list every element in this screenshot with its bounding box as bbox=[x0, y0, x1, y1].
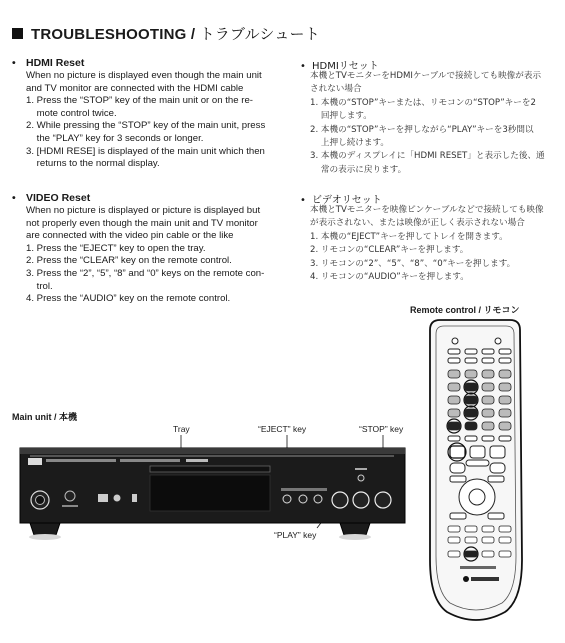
main-unit-label: Main unit / 本機 bbox=[12, 412, 78, 423]
hdmi-reset-jp-heading: • HDMIリセット bbox=[300, 61, 379, 72]
hdmi-reset-line: When no picture is displayed even though the main unit bbox=[26, 70, 262, 81]
video-reset-jp-line: 本機とTVモニターを映像ピンケーブルなどで接続しても映像 bbox=[310, 205, 544, 215]
hdmi-reset-jp-heading-text: HDMIリセット bbox=[312, 61, 379, 72]
title-jp: トラブルシュート bbox=[199, 25, 320, 43]
hdmi-reset-step: the “PLAY” key for 3 seconds or longer. bbox=[26, 132, 204, 144]
hdmi-reset-step: mote control twice. bbox=[26, 107, 117, 119]
hdmi-reset-jp-step: 回押します。 bbox=[310, 111, 372, 122]
hdmi-reset-step: returns to the normal display. bbox=[26, 158, 160, 170]
video-reset-heading: • VIDEO Reset bbox=[12, 192, 91, 204]
hdmi-reset-jp-step: 3. 本機のディスプレイに「HDMI RESET」と表示した後、通 bbox=[310, 151, 545, 162]
hdmi-reset-heading: • HDMI Reset bbox=[12, 57, 85, 69]
hdmi-reset-jp-step: 上押し続けます。 bbox=[310, 138, 389, 149]
video-reset-line: are connected with the video pin cable or the like bbox=[26, 230, 234, 242]
video-reset-line: not properly even though the main unit and TV monitor bbox=[26, 217, 258, 229]
video-reset-jp-heading-text: ビデオリセット bbox=[312, 195, 382, 206]
hdmi-reset-jp-line: 本機とTVモニターをHDMIケーブルで接続しても映像が表示 bbox=[310, 71, 542, 81]
hdmi-reset-step: 2. While pressing the “STOP” key of the main unit, press bbox=[26, 120, 266, 132]
tray-callout-label: Tray bbox=[173, 424, 190, 434]
video-reset-jp-step: 1. 本機の“EJECT”キーを押してトレイを開きます。 bbox=[310, 231, 508, 242]
video-reset-step: 4. Press the “AUDIO” key on the remote control. bbox=[26, 293, 231, 305]
video-reset-jp-step: 3. リモコンの“2”、“5”、“8”、“0”キーを押します。 bbox=[310, 258, 516, 269]
video-reset-step: 3. Press the “2”, “5”, “8” and “0” keys on the remote con- bbox=[26, 267, 265, 279]
hdmi-reset-step: 1. Press the “STOP” key of the main unit or on the re- bbox=[26, 95, 253, 107]
video-reset-jp-step: 2. リモコンの“CLEAR”キーを押します。 bbox=[310, 245, 469, 256]
video-reset-jp-step: 4. リモコンの“AUDIO”キーを押します。 bbox=[310, 272, 469, 283]
remote-control-illustration bbox=[430, 320, 522, 620]
title-en: TROUBLESHOOTING / bbox=[31, 26, 196, 43]
video-reset-heading-text: VIDEO Reset bbox=[26, 192, 91, 204]
hdmi-reset-jp-line: されない場合 bbox=[310, 84, 362, 95]
video-reset-jp-line: が表示されない、または映像が正しく表示されない場合 bbox=[310, 218, 525, 229]
video-reset-step: 1. Press the “EJECT” key to open the tray. bbox=[26, 242, 206, 254]
stop-key-callout-label: “STOP” key bbox=[359, 424, 404, 434]
player-body bbox=[20, 448, 405, 540]
video-reset-line: When no picture is displayed or picture is displayed but bbox=[26, 205, 261, 216]
hdmi-reset-jp-step: 2. 本機の“STOP”キーを押しながら“PLAY”キーを3秒間以 bbox=[310, 124, 534, 135]
video-reset-step: trol. bbox=[26, 280, 53, 292]
hdmi-reset-jp-step: 1. 本機の“STOP”キーまたは、リモコンの“STOP”キーを2 bbox=[310, 97, 536, 108]
play-key-callout-label: “PLAY” key bbox=[274, 530, 317, 540]
video-reset-jp-heading: • ビデオリセット bbox=[300, 195, 382, 206]
hdmi-reset-jp-step: 常の表示に戻ります。 bbox=[310, 164, 407, 175]
hdmi-reset-line: and TV monitor are connected with the HDMI cable bbox=[26, 82, 244, 94]
video-reset-step: 2. Press the “CLEAR” key on the remote control. bbox=[26, 255, 232, 267]
hdmi-reset-step: 3. [HDMI RESE] is displayed of the main unit which then bbox=[26, 145, 265, 157]
eject-key-callout-label: “EJECT” key bbox=[258, 424, 307, 434]
hdmi-reset-heading-text: HDMI Reset bbox=[26, 57, 85, 69]
remote-control-label: Remote control / リモコン bbox=[410, 305, 520, 316]
